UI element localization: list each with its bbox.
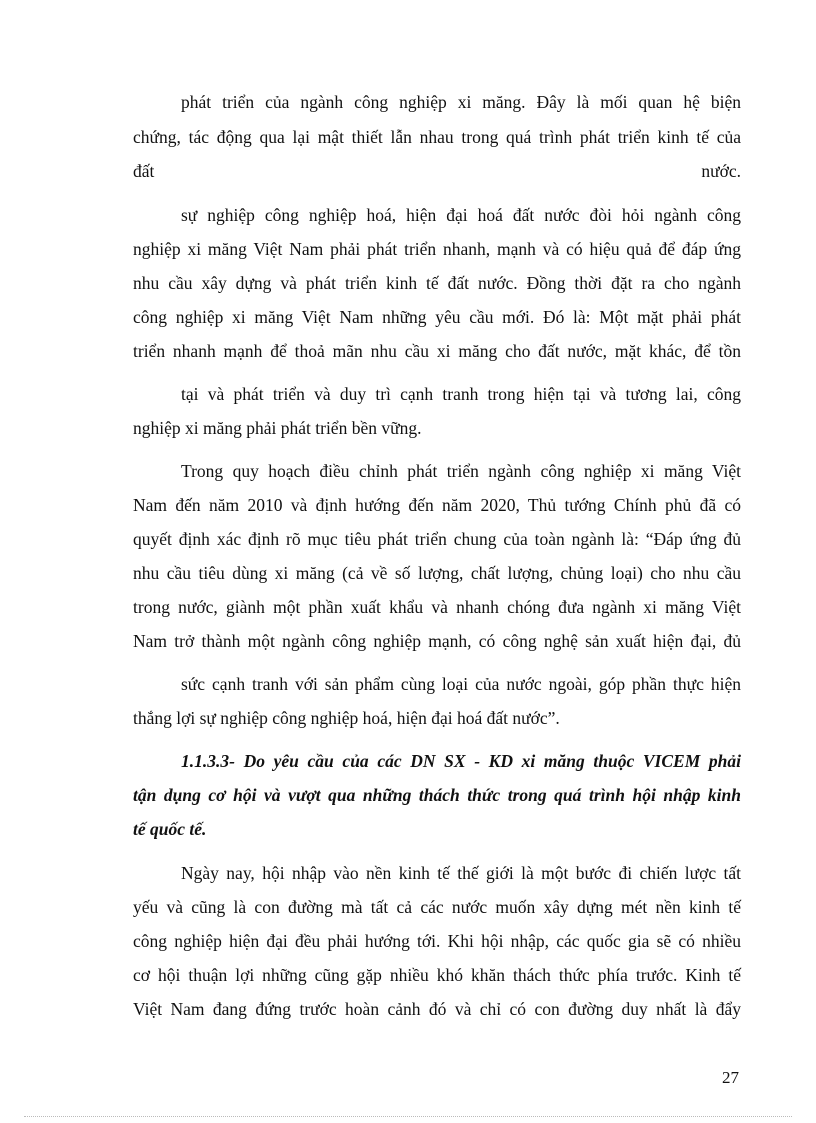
text-line: thắng lợi sự nghiệp công nghiệp hoá, hiện đại hoá đất nước”. (133, 708, 560, 728)
footer-divider (24, 1116, 792, 1117)
text-line: Việt Nam đang đứng trước hoàn cảnh đó và chỉ có con đường duy nhất là đẩy (133, 999, 741, 1019)
text-line: nghiệp xi măng phải phát triển bền vững. (133, 418, 422, 438)
text-line: công nghiệp xi măng Việt Nam những yêu cầu mới. Đó là: Một mặt phải phát (133, 307, 741, 327)
section-heading-line: tận dụng cơ hội và vượt qua những thách thức trong quá trình hội nhập kinh (133, 785, 741, 805)
text-line: nhu cầu xây dựng và phát triển kinh tế đất nước. Đồng thời đặt ra cho ngành (133, 273, 741, 293)
text-line: trong nước, giành một phần xuất khẩu và nhanh chóng đưa ngành xi măng Việt (133, 597, 741, 617)
text-line: Ngày nay, hội nhập vào nền kinh tế thế giới là một bước đi chiến lược tất (181, 863, 741, 883)
text-line: triển nhanh mạnh để thoả mãn nhu cầu xi măng cho đất nước, mặt khác, để tồn (133, 341, 741, 361)
section-heading-line: tế quốc tế. (133, 819, 207, 839)
text-line: nhu cầu tiêu dùng xi măng (cả về số lượng, chất lượng, chủng loại) cho nhu cầu (133, 563, 741, 583)
text-line: Nam trở thành một ngành công nghiệp mạnh, có công nghệ sản xuất hiện đại, đủ (133, 631, 741, 651)
text-line: công nghiệp hiện đại đều phải hướng tới. Khi hội nhập, các quốc gia sẽ có nhiều (133, 931, 741, 951)
text-line: Nam đến năm 2010 và định hướng đến năm 2020, Thủ tướng Chính phủ đã có (133, 495, 741, 515)
text-line: quyết định xác định rõ mục tiêu phát triển chung của toàn ngành là: “Đáp ứng đủ (133, 529, 741, 549)
text-line: chứng, tác động qua lại mật thiết lẫn nhau trong quá trình phát triển kinh tế của (133, 127, 741, 147)
page-number: 27 (722, 1068, 739, 1087)
text-line: yếu và cũng là con đường mà tất cả các nước muốn xây dựng mét nền kinh tế (133, 897, 741, 917)
text-line: đất nước. (133, 161, 741, 181)
text-line: nghiệp xi măng Việt Nam phải phát triển nhanh, mạnh và có hiệu quả để đáp ứng (133, 239, 741, 259)
text-line: phát triển của ngành công nghiệp xi măng. Đây là mối quan hệ biện (181, 92, 741, 112)
text-line: sức cạnh tranh với sản phẩm cùng loại của nước ngoài, góp phần thực hiện (181, 674, 741, 694)
text-line: cơ hội thuận lợi những cũng gặp nhiều khó khăn thách thức phía trước. Kinh tế (133, 965, 741, 985)
section-heading-line: 1.1.3.3- Do yêu cầu của các DN SX - KD xi măng thuộc VICEM phải (181, 751, 741, 771)
text-line: tại và phát triển và duy trì cạnh tranh trong hiện tại và tương lai, công (181, 384, 741, 404)
text-line: Trong quy hoạch điều chỉnh phát triển ngành công nghiệp xi măng Việt (181, 461, 741, 481)
text-line: sự nghiệp công nghiệp hoá, hiện đại hoá đất nước đòi hỏi ngành công (181, 205, 741, 225)
